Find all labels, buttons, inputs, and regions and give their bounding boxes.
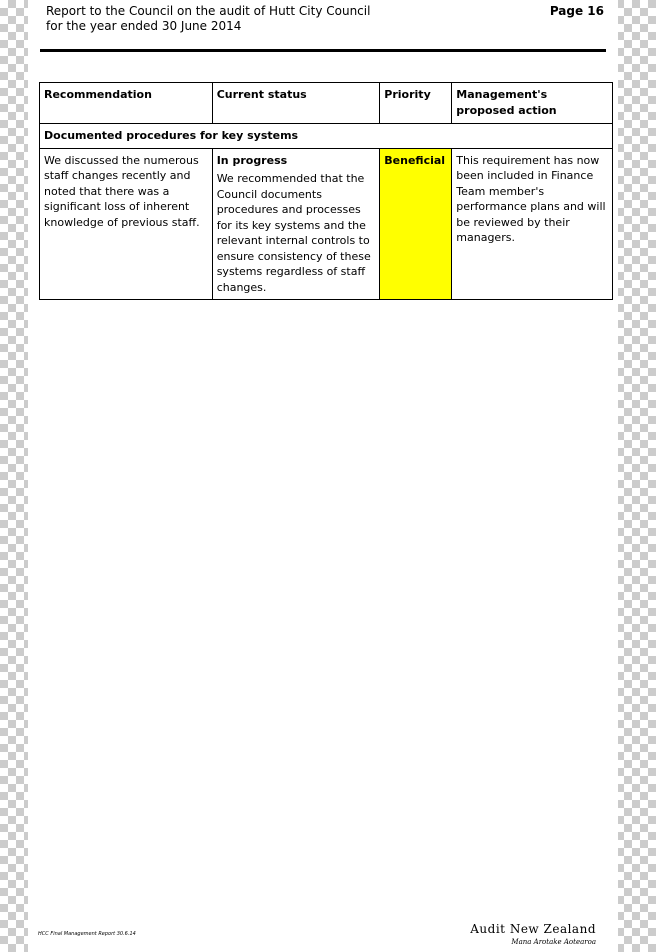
management-action-cell: This requirement has now been included in Finance Team member's performance plans and will be reviewed by their managers.: [452, 148, 613, 300]
table-row: [40, 148, 613, 300]
column-header-priority: Priority: [380, 83, 452, 124]
section-row: [40, 124, 613, 149]
priority-cell: [380, 148, 452, 300]
report-page: [28, 0, 618, 952]
table-header-row: [40, 83, 613, 124]
footer-reference: HCC Final Management Report 30.6.14: [38, 931, 136, 937]
logo-tagline: Mana Arotake Aotearoa: [511, 938, 596, 946]
report-period: for the year ended 30 June 2014: [46, 19, 242, 33]
status-heading: In progress: [216, 153, 288, 167]
recommendations-table: [39, 82, 613, 300]
recommendation-cell: We discussed the numerous staff changes recently and noted that there was a significant loss of inherent knowledge of previous staff.: [40, 148, 213, 300]
logo-name: Audit New Zealand: [470, 922, 596, 936]
status-text: We recommended that the Council documents procedures and processes for its key systems and the relevant internal controls to ensure consistency of these systems regardless of staff changes.: [216, 172, 371, 294]
page-number: Page 16: [549, 4, 604, 18]
audit-nz-logo: [470, 922, 596, 946]
section-title: Documented procedures for key systems: [40, 124, 613, 149]
report-title: Report to the Council on the audit of Hutt City Council: [46, 4, 371, 18]
column-header-current-status: Current status: [212, 83, 380, 124]
current-status-cell: [212, 148, 380, 300]
header-divider: [40, 49, 606, 52]
column-header-management-action: Management's proposed action: [452, 83, 613, 124]
priority-badge: Beneficial: [384, 153, 446, 167]
column-header-recommendation: Recommendation: [40, 83, 213, 124]
